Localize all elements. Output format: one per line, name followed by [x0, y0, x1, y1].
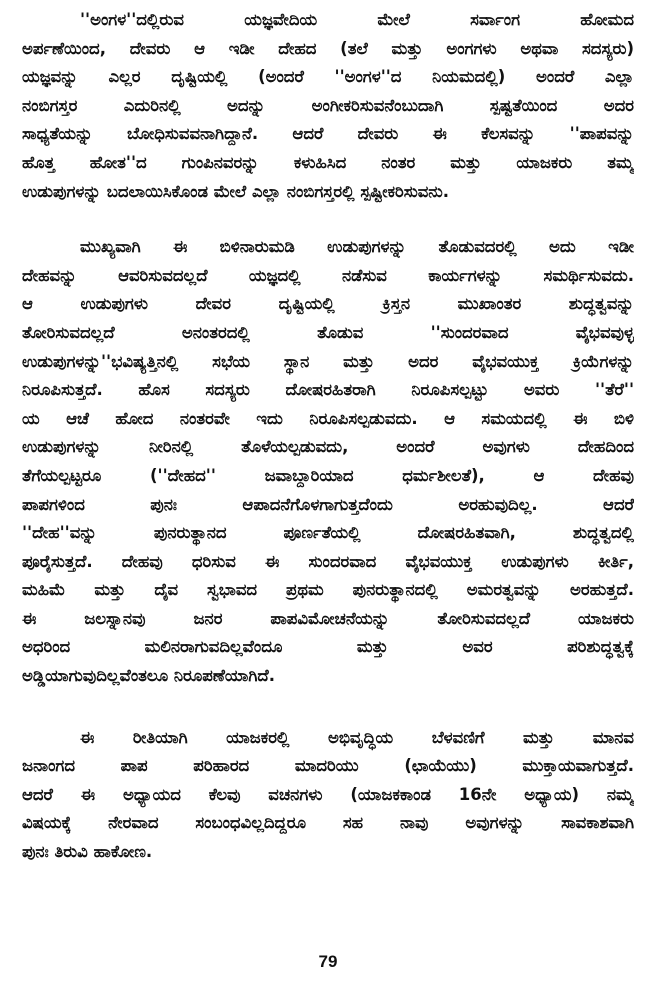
paragraph	[22, 233, 634, 691]
paragraph	[22, 6, 634, 206]
text-line: ಅರ್ಪಣೆಯಿಂದ, ದೇವರು ಆ ಇಡೀ ದೇಹದ (ತಲೆ ಮತ್ತು ಅಂಗಗಳು ಅಥವಾ ಸದಸ್ಯರು)	[22, 38, 634, 58]
text-line: ಅಧರಿಂದ ಮಲಿನರಾಗುವದಿಲ್ಲವೆಂದೂ ಮತ್ತು ಅವರ ಪರಿಶುದ್ಧತ್ವಕ್ಕೆ	[22, 637, 634, 657]
body-text	[22, 6, 634, 867]
text-line: ಯಜ್ಞವನ್ನು ಎಲ್ಲರ ದೃಷ್ಟಿಯಲ್ಲಿ (ಅಂದರೆ ''ಅಂಗಳ''ದ ನಿಯಮದಲ್ಲಿ) ಅಂದರೆ ಎಲ್ಲಾ	[22, 67, 634, 87]
text-line: ನಂಬಿಗಸ್ತರ ಎದುರಿನಲ್ಲಿ ಅದನ್ನು ಅಂಗೀಕರಿಸುವನೆಂಬುದಾಗಿ ಸ್ಪಷ್ಟತೆಯಿಂದ ಅದರ	[22, 95, 634, 115]
text-line: ಪೂರೈಸುತ್ತದೆ. ದೇಹವು ಧರಿಸುವ ಈ ಸುಂದರವಾದ ವೈಭವಯುಕ್ತ ಉಡುಪುಗಳು ಕೀರ್ತಿ,	[22, 551, 634, 571]
text-line: ಉಡುಪುಗಳನ್ನು''ಭವಿಷ್ಯತ್ತಿನಲ್ಲಿ ಸಭೆಯ ಸ್ಥಾನ ಮತ್ತು ಅದರ ವೈಭವಯುಕ್ತ ಕ್ರಿಯೆಗಳನ್ನು	[22, 351, 634, 371]
text-line: ''ದೇಹ''ವನ್ನು ಪುನರುತ್ಥಾನದ ಪೂರ್ಣತೆಯಲ್ಲಿ ದೋಷರಹಿತವಾಗಿ, ಶುದ್ಧತ್ವದಲ್ಲಿ	[22, 523, 634, 543]
paragraph	[22, 724, 634, 867]
text-line: ಸಾಧ್ಯತೆಯನ್ನು ಬೋಧಿಸುವವನಾಗಿದ್ದಾನೆ. ಆದರೆ ದೇವರು ಈ ಕೆಲಸವನ್ನು ''ಪಾಪವನ್ನು	[22, 124, 634, 144]
page-number: 79	[318, 952, 338, 971]
text-line: ಆ ಉಡುಪುಗಳು ದೇವರ ದೃಷ್ಟಿಯಲ್ಲಿ ಕ್ರಿಸ್ತನ ಮುಖಾಂತರ ಶುದ್ಧತ್ವವನ್ನು	[22, 294, 634, 314]
text-line: ಜನಾಂಗದ ಪಾಪ ಪರಿಹಾರದ ಮಾದರಿಯು (ಛಾಯೆಯು) ಮುಕ್ತಾಯವಾಗುತ್ತದೆ.	[22, 756, 634, 776]
text-line: ಪಾಪಗಳಿಂದ ಪುನಃ ಆಪಾದನೆಗೊಳಗಾಗುತ್ತದೆಂದು ಅರಹುವುದಿಲ್ಲ. ಆದರೆ	[22, 494, 634, 514]
text-line: ಈ ಜಲಸ್ನಾನವು ಜನರ ಪಾಪವಿಮೋಚನೆಯನ್ನು ತೋರಿಸುವದಲ್ಲದೆ ಯಾಜಕರು	[22, 608, 634, 628]
text-line: ಹೊತ್ತ ಹೋತ''ದ ಗುಂಪಿನವರನ್ನು ಕಳುಹಿಸಿದ ನಂತರ ಮತ್ತು ಯಾಜಕರು ತಮ್ಮ	[22, 152, 634, 172]
text-line: ಪುನಃ ತಿರುವಿ ಹಾಕೋಣ.	[22, 842, 153, 862]
text-line: ಮುಖ್ಯವಾಗಿ ಈ ಬಿಳಿನಾರುಮಡಿ ಉಡುಪುಗಳನ್ನು ತೊಡುವದರಲ್ಲಿ ಅದು ಇಡೀ	[80, 237, 634, 257]
text-line: ''ಅಂಗಳ''ದಲ್ಲಿರುವ ಯಜ್ಞವೇದಿಯ ಮೇಲೆ ಸರ್ವಾಂಗ ಹೋಮದ	[80, 10, 634, 29]
text-line: ಯ ಆಚೆ ಹೋದ ನಂತರವೇ ಇದು ನಿರೂಪಿಸಲ್ಪಡುವದು. ಆ ಸಮಯದಲ್ಲಿ ಈ ಬಿಳಿ	[22, 408, 634, 428]
text-line: ದೇಹವನ್ನು ಆವರಿಸುವದಲ್ಲದೆ ಯಜ್ಞದಲ್ಲಿ ನಡೆಸುವ ಕಾರ್ಯಗಳನ್ನು ಸಮರ್ಥಿಸುವದು.	[22, 265, 634, 285]
text-line: ವಿಷಯಕ್ಕೆ ನೇರವಾದ ಸಂಬಂಧವಿಲ್ಲದಿದ್ದರೂ ಸಹ ನಾವು ಅವುಗಳನ್ನು ಸಾವಕಾಶವಾಗಿ	[22, 813, 634, 833]
text-line: ಮಹಿಮೆ ಮತ್ತು ದೈವ ಸ್ವಭಾವದ ಪ್ರಥಮ ಪುನರುತ್ಥಾನದಲ್ಲಿ ಅಮರತ್ವವನ್ನು ಅರಹುತ್ತದೆ.	[22, 580, 634, 600]
text-line: ಅಡ್ಡಿಯಾಗುವುದಿಲ್ಲವೆಂತಲೂ ನಿರೂಪಣೆಯಾಗಿದೆ.	[22, 666, 275, 686]
text-line: ನಿರೂಪಿಸುತ್ತದೆ. ಹೊಸ ಸದಸ್ಯರು ದೋಷರಹಿತರಾಗಿ ನಿರೂಪಿಸಲ್ಪಟ್ಟು ಅವರು ''ತೆರೆ''	[22, 380, 634, 400]
text-line: ತೆಗೆಯಲ್ಪಟ್ಟರೂ (''ದೇಹದ'' ಜವಾಬ್ದಾರಿಯಾದ ಧರ್ಮಶೀಲತೆ), ಆ ದೇಹವು	[22, 465, 634, 485]
text-line: ಆದರೆ ಈ ಅಧ್ಯಾಯದ ಕೆಲವು ವಚನಗಳು (ಯಾಜಕಕಾಂಡ 16ನೇ ಅಧ್ಯಾಯ) ನಮ್ಮ	[22, 784, 634, 804]
text-line: ಉಡುಪುಗಳನ್ನು ನೀರಿನಲ್ಲಿ ತೊಳೆಯಲ್ಪಡುವದು, ಅಂದರೆ ಅವುಗಳು ದೇಹದಿಂದ	[22, 437, 634, 457]
text-line: ತೋರಿಸುವದಲ್ಲದೆ ಅನಂತರದಲ್ಲಿ ತೊಡುವ ''ಸುಂದರವಾದ ವೈಭವವುಳ್ಳ	[22, 322, 634, 342]
text-line: ಈ ರೀತಿಯಾಗಿ ಯಾಜಕರಲ್ಲಿ ಅಭಿವೃದ್ಧಿಯ ಬೆಳವಣಿಗೆ ಮತ್ತು ಮಾನವ	[80, 727, 634, 747]
document-page	[22, 6, 634, 867]
text-line: ಉಡುಪುಗಳನ್ನು ಬದಲಾಯಿಸಿಕೊಂಡ ಮೇಲೆ ಎಲ್ಲಾ ನಂಬಿಗಸ್ತರಲ್ಲಿ ಸ್ಪಷ್ಟೀಕರಿಸುವನು.	[22, 181, 449, 201]
